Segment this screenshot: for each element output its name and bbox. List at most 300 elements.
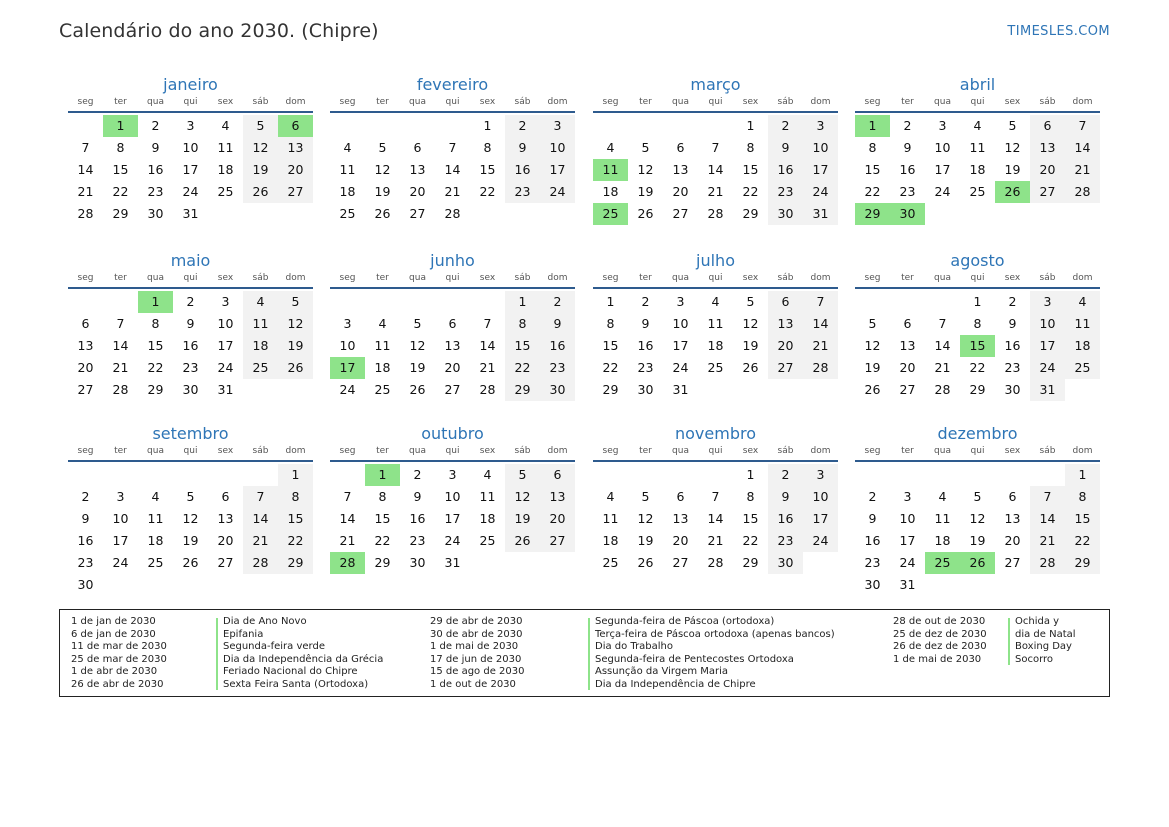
day-cell: 3: [343, 316, 352, 331]
weekday-label: qua: [409, 97, 426, 107]
day-cell: 13: [278, 137, 313, 159]
day-cell: 23: [505, 181, 540, 203]
weekday-label: qua: [672, 446, 689, 456]
day-cell: 1: [278, 464, 313, 486]
day-cell: 11: [217, 140, 234, 155]
month-name: março: [690, 75, 741, 94]
weekday-label: dom: [810, 273, 831, 283]
day-cell: 29: [1065, 552, 1100, 574]
day-cell: 25: [217, 184, 234, 199]
weekday-label: sáb: [1039, 446, 1056, 456]
day-cell: 3: [903, 489, 912, 504]
day-cell: 15: [742, 162, 759, 177]
month-days: [593, 464, 838, 574]
holiday-day: 17: [330, 357, 365, 379]
day-cell: 20: [1004, 533, 1021, 548]
day-cell: 23: [899, 184, 916, 199]
holiday-legend: [59, 609, 1110, 697]
day-cell: 3: [221, 294, 230, 309]
weekday-label: seg: [339, 273, 356, 283]
weekday-label: sáb: [514, 273, 531, 283]
holiday-day: 1: [855, 115, 890, 137]
month-days: [855, 115, 1100, 225]
legend-entry: Segunda-feira de Pentecostes Ortodoxa: [595, 653, 794, 665]
day-cell: 31: [217, 382, 234, 397]
day-cell: 22: [479, 184, 496, 199]
weekday-label: qua: [147, 97, 164, 107]
legend-divider: [588, 618, 590, 690]
day-cell: 4: [711, 294, 720, 309]
day-cell: 30: [409, 555, 426, 570]
weekday-label: ter: [639, 273, 652, 283]
weekday-label: ter: [901, 446, 914, 456]
month-abril: [855, 74, 1100, 225]
day-cell: 24: [112, 555, 129, 570]
month-março: [593, 74, 838, 225]
day-cell: 8: [278, 486, 313, 508]
weekday-label: sáb: [252, 446, 269, 456]
day-cell: 14: [803, 313, 838, 335]
month-dezembro: [855, 423, 1100, 596]
day-cell: 9: [151, 140, 160, 155]
day-cell: 28: [934, 382, 951, 397]
empty-cell: [925, 464, 960, 486]
day-cell: 5: [278, 291, 313, 313]
day-cell: 5: [746, 294, 755, 309]
weekday-label: sex: [1004, 273, 1021, 283]
weekday-label: dom: [810, 97, 831, 107]
day-cell: 5: [505, 464, 540, 486]
empty-cell: [960, 464, 995, 486]
day-cell: 29: [742, 555, 759, 570]
day-cell: 9: [1008, 316, 1017, 331]
month-novembro: [593, 423, 838, 574]
day-cell: 2: [768, 464, 803, 486]
day-cell: 1: [606, 294, 615, 309]
weekday-header: [593, 271, 838, 289]
day-cell: 4: [606, 140, 615, 155]
day-cell: 13: [768, 313, 803, 335]
day-cell: 10: [540, 137, 575, 159]
day-cell: 11: [147, 511, 164, 526]
empty-cell: [208, 464, 243, 486]
day-cell: 17: [803, 508, 838, 530]
day-cell: 4: [606, 489, 615, 504]
weekday-label: sáb: [252, 97, 269, 107]
month-julho: [593, 250, 838, 401]
day-cell: 10: [112, 511, 129, 526]
day-cell: 14: [1030, 508, 1065, 530]
day-cell: 24: [899, 555, 916, 570]
weekday-label: seg: [864, 446, 881, 456]
day-cell: 29: [278, 552, 313, 574]
day-cell: 20: [768, 335, 803, 357]
page-title: Calendário do ano 2030. (Chipre): [59, 20, 379, 42]
legend-divider: [1008, 618, 1010, 665]
day-cell: 23: [637, 360, 654, 375]
day-cell: 7: [343, 489, 352, 504]
day-cell: 19: [969, 533, 986, 548]
day-cell: 28: [803, 357, 838, 379]
day-cell: 31: [182, 206, 199, 221]
legend-entry: Feriado Nacional do Chipre: [223, 666, 358, 678]
day-cell: 27: [540, 530, 575, 552]
day-cell: 15: [1065, 508, 1100, 530]
holiday-day: 1: [103, 115, 138, 137]
day-cell: 1: [746, 467, 755, 482]
day-cell: 28: [1065, 181, 1100, 203]
month-name: novembro: [675, 424, 756, 443]
legend-entry: Sexta Feira Santa (Ortodoxa): [223, 678, 369, 690]
day-cell: 7: [483, 316, 492, 331]
day-cell: 6: [81, 316, 90, 331]
day-cell: 3: [938, 118, 947, 133]
day-cell: 9: [641, 316, 650, 331]
day-cell: 25: [147, 555, 164, 570]
empty-cell: [68, 115, 103, 137]
day-cell: 28: [1030, 552, 1065, 574]
holiday-day: 25: [925, 552, 960, 574]
day-cell: 26: [864, 382, 881, 397]
legend-names-2: [595, 616, 835, 692]
day-cell: 23: [182, 360, 199, 375]
day-cell: 26: [505, 530, 540, 552]
month-days: [593, 115, 838, 225]
weekday-label: sáb: [514, 446, 531, 456]
day-cell: 3: [676, 294, 685, 309]
weekday-header: [330, 95, 575, 113]
legend-entry: Epifania: [223, 628, 264, 640]
day-cell: 4: [378, 316, 387, 331]
weekday-label: sáb: [777, 97, 794, 107]
day-cell: 16: [540, 335, 575, 357]
day-cell: 30: [768, 203, 803, 225]
empty-cell: [1030, 464, 1065, 486]
day-cell: 16: [505, 159, 540, 181]
day-cell: 11: [479, 489, 496, 504]
day-cell: 20: [672, 533, 689, 548]
weekday-label: ter: [114, 97, 127, 107]
day-cell: 4: [221, 118, 230, 133]
day-cell: 20: [217, 533, 234, 548]
day-cell: 29: [969, 382, 986, 397]
day-cell: 1: [1065, 464, 1100, 486]
day-cell: 22: [1065, 530, 1100, 552]
day-cell: 20: [1030, 159, 1065, 181]
weekday-label: qua: [409, 273, 426, 283]
holiday-day: 6: [278, 115, 313, 137]
day-cell: 12: [243, 137, 278, 159]
day-cell: 24: [540, 181, 575, 203]
empty-cell: [330, 291, 365, 313]
day-cell: 24: [934, 184, 951, 199]
empty-cell: [103, 291, 138, 313]
day-cell: 22: [505, 357, 540, 379]
day-cell: 13: [77, 338, 94, 353]
legend-entry: 11 de mar de 2030: [71, 641, 167, 653]
day-cell: 24: [672, 360, 689, 375]
day-cell: 12: [864, 338, 881, 353]
day-cell: 7: [711, 140, 720, 155]
empty-cell: [925, 291, 960, 313]
day-cell: 8: [746, 140, 755, 155]
day-cell: 24: [444, 533, 461, 548]
day-cell: 27: [1030, 181, 1065, 203]
weekday-header: [330, 444, 575, 462]
day-cell: 11: [374, 338, 391, 353]
day-cell: 14: [77, 162, 94, 177]
weekday-label: sex: [742, 273, 759, 283]
month-junho: [330, 250, 575, 401]
day-cell: 19: [182, 533, 199, 548]
day-cell: 7: [1065, 115, 1100, 137]
weekday-label: seg: [602, 97, 619, 107]
day-cell: 14: [112, 338, 129, 353]
day-cell: 12: [637, 162, 654, 177]
day-cell: 17: [934, 162, 951, 177]
day-cell: 5: [868, 316, 877, 331]
legend-entry: Dia da Independência de Chipre: [595, 678, 756, 690]
day-cell: 7: [803, 291, 838, 313]
weekday-label: qua: [934, 446, 951, 456]
day-cell: 10: [899, 511, 916, 526]
day-cell: 1: [483, 118, 492, 133]
weekday-label: dom: [547, 97, 568, 107]
day-cell: 21: [934, 360, 951, 375]
day-cell: 13: [409, 162, 426, 177]
day-cell: 29: [374, 555, 391, 570]
day-cell: 26: [409, 382, 426, 397]
day-cell: 12: [278, 313, 313, 335]
month-outubro: [330, 423, 575, 574]
day-cell: 20: [540, 508, 575, 530]
day-cell: 5: [378, 140, 387, 155]
legend-names-3: [1015, 616, 1076, 666]
month-name: maio: [170, 251, 211, 270]
day-cell: 23: [768, 181, 803, 203]
weekday-label: sex: [742, 446, 759, 456]
day-cell: 2: [151, 118, 160, 133]
day-cell: 19: [637, 184, 654, 199]
day-cell: 14: [243, 508, 278, 530]
day-cell: 3: [540, 115, 575, 137]
day-cell: 21: [77, 184, 94, 199]
day-cell: 22: [742, 184, 759, 199]
weekday-label: dom: [285, 273, 306, 283]
day-cell: 28: [77, 206, 94, 221]
day-cell: 6: [1008, 489, 1017, 504]
holiday-day: 26: [960, 552, 995, 574]
month-name: junho: [430, 251, 475, 270]
day-cell: 8: [606, 316, 615, 331]
holiday-day: 26: [995, 181, 1030, 203]
day-cell: 10: [803, 137, 838, 159]
day-cell: 6: [540, 464, 575, 486]
day-cell: 3: [186, 118, 195, 133]
day-cell: 18: [147, 533, 164, 548]
day-cell: 25: [969, 184, 986, 199]
day-cell: 7: [1030, 486, 1065, 508]
day-cell: 7: [81, 140, 90, 155]
day-cell: 11: [1065, 313, 1100, 335]
day-cell: 18: [602, 184, 619, 199]
day-cell: 18: [217, 162, 234, 177]
day-cell: 27: [77, 382, 94, 397]
day-cell: 27: [1004, 555, 1021, 570]
empty-cell: [995, 464, 1030, 486]
legend-entry: 1 de mai de 2030: [430, 641, 519, 653]
legend-entry: 26 de dez de 2030: [893, 641, 987, 653]
month-name: abril: [959, 75, 996, 94]
day-cell: 16: [637, 338, 654, 353]
holiday-day: 30: [890, 203, 925, 225]
legend-entry: 1 de jan de 2030: [71, 616, 156, 627]
day-cell: 16: [864, 533, 881, 548]
day-cell: 13: [672, 511, 689, 526]
empty-cell: [435, 291, 470, 313]
day-cell: 30: [637, 382, 654, 397]
day-cell: 18: [602, 533, 619, 548]
day-cell: 22: [969, 360, 986, 375]
day-cell: 4: [483, 467, 492, 482]
weekday-label: ter: [639, 97, 652, 107]
empty-cell: [173, 464, 208, 486]
day-cell: 21: [1030, 530, 1065, 552]
day-cell: 23: [768, 530, 803, 552]
legend-entry: Segunda-feira de Páscoa (ortodoxa): [595, 616, 775, 627]
weekday-label: qui: [183, 273, 198, 283]
day-cell: 19: [505, 508, 540, 530]
day-cell: 20: [899, 360, 916, 375]
day-cell: 15: [602, 338, 619, 353]
day-cell: 19: [1004, 162, 1021, 177]
day-cell: 28: [243, 552, 278, 574]
day-cell: 18: [374, 360, 391, 375]
day-cell: 7: [711, 489, 720, 504]
month-days: [330, 291, 575, 401]
day-cell: 5: [641, 489, 650, 504]
day-cell: 6: [676, 489, 685, 504]
month-days: [68, 291, 313, 401]
months-grid: [68, 74, 1108, 609]
day-cell: 1: [973, 294, 982, 309]
weekday-label: sex: [1004, 446, 1021, 456]
day-cell: 5: [641, 140, 650, 155]
month-name: janeiro: [163, 75, 218, 94]
day-cell: 16: [77, 533, 94, 548]
day-cell: 5: [973, 489, 982, 504]
legend-entry: Boxing Day: [1015, 641, 1072, 653]
month-name: julho: [696, 251, 735, 270]
weekday-header: [593, 444, 838, 462]
month-name: dezembro: [937, 424, 1018, 443]
day-cell: 19: [409, 360, 426, 375]
day-cell: 13: [217, 511, 234, 526]
day-cell: 17: [112, 533, 129, 548]
weekday-label: qui: [183, 446, 198, 456]
day-cell: 27: [899, 382, 916, 397]
day-cell: 28: [112, 382, 129, 397]
weekday-label: qui: [970, 273, 985, 283]
day-cell: 17: [672, 338, 689, 353]
day-cell: 10: [217, 316, 234, 331]
day-cell: 23: [864, 555, 881, 570]
day-cell: 28: [707, 206, 724, 221]
empty-cell: [698, 464, 733, 486]
day-cell: 16: [147, 162, 164, 177]
day-cell: 19: [243, 159, 278, 181]
empty-cell: [663, 115, 698, 137]
empty-cell: [435, 115, 470, 137]
day-cell: 19: [278, 335, 313, 357]
weekday-label: dom: [285, 446, 306, 456]
day-cell: 22: [602, 360, 619, 375]
day-cell: 17: [803, 159, 838, 181]
legend-entry: 1 de abr de 2030: [71, 666, 158, 678]
day-cell: 8: [1065, 486, 1100, 508]
weekday-header: [68, 444, 313, 462]
day-cell: 3: [1030, 291, 1065, 313]
day-cell: 30: [864, 577, 881, 592]
legend-entry: 1 de out de 2030: [430, 678, 516, 690]
weekday-label: qua: [147, 446, 164, 456]
day-cell: 21: [112, 360, 129, 375]
site-link[interactable]: TIMESLES.COM: [1007, 24, 1110, 39]
day-cell: 9: [903, 140, 912, 155]
day-cell: 16: [409, 511, 426, 526]
weekday-label: ter: [114, 273, 127, 283]
day-cell: 24: [1030, 357, 1065, 379]
day-cell: 22: [112, 184, 129, 199]
day-cell: 9: [768, 486, 803, 508]
weekday-header: [68, 271, 313, 289]
weekday-label: seg: [864, 97, 881, 107]
legend-entry: 25 de mar de 2030: [71, 653, 167, 665]
day-cell: 16: [182, 338, 199, 353]
month-setembro: [68, 423, 313, 596]
day-cell: 16: [768, 508, 803, 530]
legend-entry: 25 de dez de 2030: [893, 628, 987, 640]
day-cell: 9: [413, 489, 422, 504]
day-cell: 14: [707, 511, 724, 526]
weekday-label: sex: [1004, 97, 1021, 107]
day-cell: 27: [409, 206, 426, 221]
day-cell: 7: [116, 316, 125, 331]
day-cell: 14: [707, 162, 724, 177]
empty-cell: [470, 291, 505, 313]
day-cell: 27: [672, 206, 689, 221]
day-cell: 8: [868, 140, 877, 155]
weekday-label: ter: [376, 446, 389, 456]
day-cell: 6: [903, 316, 912, 331]
day-cell: 8: [116, 140, 125, 155]
day-cell: 24: [339, 382, 356, 397]
day-cell: 30: [147, 206, 164, 221]
weekday-label: dom: [285, 97, 306, 107]
weekday-label: dom: [1072, 446, 1093, 456]
day-cell: 14: [444, 162, 461, 177]
day-cell: 18: [339, 184, 356, 199]
empty-cell: [330, 464, 365, 486]
day-cell: 25: [479, 533, 496, 548]
empty-cell: [593, 464, 628, 486]
day-cell: 4: [1065, 291, 1100, 313]
day-cell: 26: [182, 555, 199, 570]
legend-entry: 30 de abr de 2030: [430, 628, 523, 640]
weekday-label: qui: [445, 273, 460, 283]
weekday-label: qui: [445, 97, 460, 107]
holiday-day: 25: [593, 203, 628, 225]
